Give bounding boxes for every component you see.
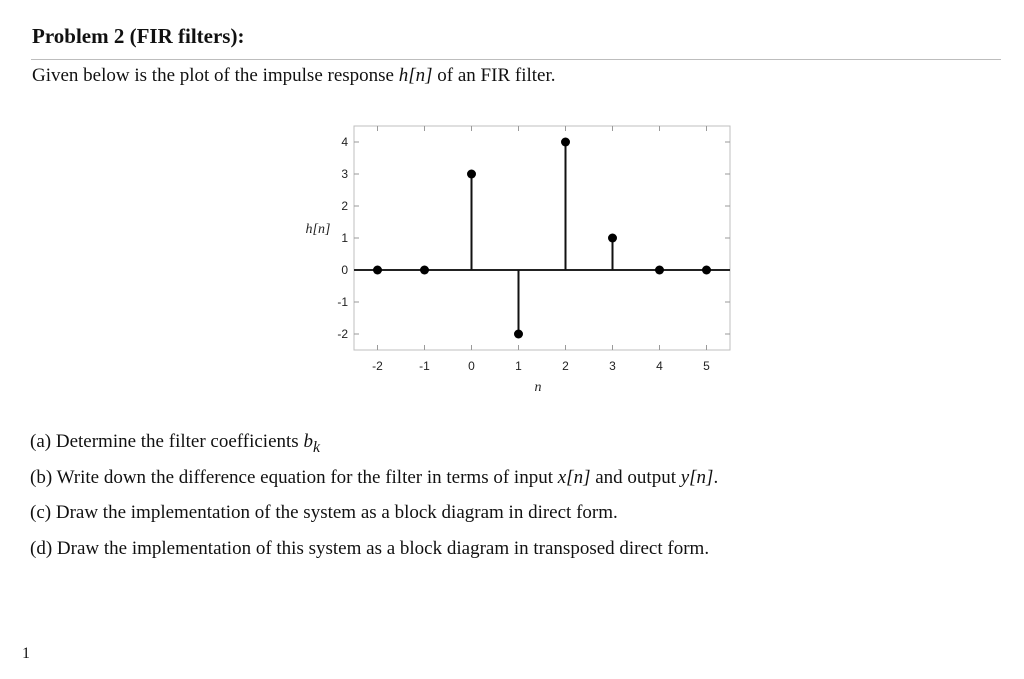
- question-d-label: (d): [30, 537, 53, 559]
- y-tick-label: 3: [341, 167, 348, 181]
- question-a-subscript: k: [312, 438, 320, 456]
- question-a-symbol: b: [303, 431, 313, 452]
- stem-marker: [655, 266, 664, 275]
- x-tick-label: 0: [468, 359, 475, 373]
- x-axis-label: n: [534, 380, 542, 395]
- stem-series: [373, 138, 711, 339]
- question-b-mid: and output: [590, 466, 681, 488]
- x-tick-label: 1: [515, 359, 522, 373]
- plot-area: [337, 126, 730, 373]
- question-d-text: Draw the implementation of this system as a block diagram in transposed direct form.: [56, 537, 710, 559]
- page-number: 1: [22, 645, 30, 662]
- stem-marker: [467, 170, 476, 179]
- x-tick-label: 2: [562, 359, 569, 373]
- intro-after: of an FIR filter.: [432, 65, 556, 86]
- plot-frame: [354, 126, 730, 350]
- y-tick-label: 2: [341, 199, 348, 213]
- stem-marker: [420, 266, 429, 275]
- stem-marker: [514, 330, 523, 339]
- x-tick-labels: [372, 359, 710, 373]
- stem-marker: [608, 234, 617, 243]
- question-a: [30, 430, 718, 466]
- y-tick-label: -1: [337, 295, 348, 309]
- question-a-text: Determine the filter coefficients: [55, 431, 304, 452]
- question-c: [30, 501, 718, 537]
- y-tick-labels: [337, 135, 348, 341]
- question-b-label: (b): [30, 466, 53, 488]
- x-tick-label: -2: [372, 359, 383, 373]
- stem-marker: [561, 138, 570, 147]
- question-d: [30, 537, 718, 573]
- x-tick-label: -1: [419, 359, 430, 373]
- question-a-label: (a): [30, 431, 52, 452]
- question-b-tail: .: [713, 466, 719, 488]
- y-tick-label: -2: [337, 327, 348, 341]
- x-tick-label: 3: [609, 359, 616, 373]
- problem-title: Problem 2 (FIR filters):: [32, 24, 245, 48]
- intro-before: Given below is the plot of the impulse response: [32, 65, 399, 86]
- question-b-symbol-output: y[n]: [680, 466, 714, 488]
- x-tick-label: 5: [703, 359, 710, 373]
- question-b-text: Write down the difference equation for the filter in terms of input: [56, 466, 558, 488]
- question-c-label: (c): [30, 502, 52, 523]
- y-axis-label: h[n]: [305, 222, 331, 237]
- tick-marks: [354, 126, 730, 350]
- x-tick-label: 4: [656, 359, 663, 373]
- stem-marker: [373, 266, 382, 275]
- y-tick-label: 4: [341, 135, 348, 149]
- y-tick-label: 0: [341, 263, 348, 277]
- y-tick-label: 1: [341, 231, 348, 245]
- question-b-symbol-input: x[n]: [557, 466, 591, 488]
- stem-marker: [702, 266, 711, 275]
- intro-symbol: h[n]: [398, 65, 433, 86]
- question-b: [30, 466, 718, 502]
- question-list: [30, 430, 718, 572]
- question-c-text: Draw the implementation of the system as a block diagram in direct form.: [55, 502, 618, 523]
